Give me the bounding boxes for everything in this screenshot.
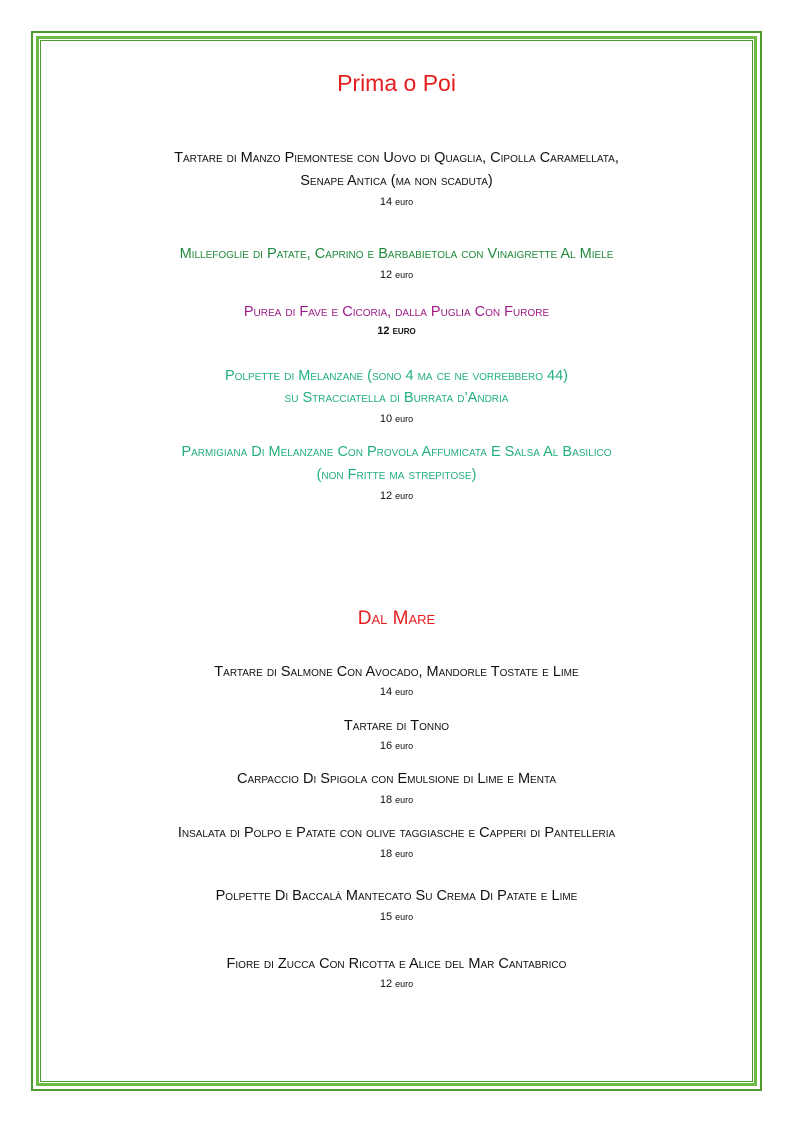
dish-1-price: 14 euro: [379, 196, 414, 208]
dish-4-line2: su Stracciatella di Burrata d’Andria: [284, 390, 509, 406]
dish-3-price: 12 EURO: [377, 325, 416, 337]
sea-dish-4-price: 18 euro: [379, 848, 414, 860]
sea-dish-1-price: 14 euro: [379, 686, 414, 698]
dish-2-name: Millefoglie di Patate, Caprino e Barbabietola con Vinaigrette Al Miele: [179, 246, 614, 262]
dish-4-price: 10 euro: [379, 413, 414, 425]
section-heading-dal-mare: Dal Mare: [357, 608, 436, 629]
dish-2-price: 12 euro: [379, 269, 414, 281]
sea-dish-5-price: 15 euro: [379, 911, 414, 923]
sea-dish-6-name: Fiore di Zucca Con Ricotta e Alice del Mar Cantabrico: [226, 956, 567, 972]
sea-dish-3-name: Carpaccio Di Spigola con Emulsione di Lime e Menta: [237, 771, 556, 787]
sea-dish-3-price: 18 euro: [379, 794, 414, 806]
dish-4-line1: Polpette di Melanzane (sono 4 ma ce ne vorrebbero 44): [224, 368, 569, 384]
dish-1-line2: Senape Antica (ma non scaduta): [300, 173, 493, 189]
sea-dish-4-name: Insalata di Polpo e Patate con olive taggiasche e Capperi di Pantelleria: [177, 825, 616, 841]
dish-1-line1: Tartare di Manzo Piemontese con Uovo di Quaglia, Cipolla Caramellata,: [174, 150, 619, 166]
sea-dish-5-name: Polpette Di Baccalà Mantecato Su Crema Di Patate e Lime: [215, 888, 578, 904]
dish-3-name: Purea di Fave e Cicoria, dalla Puglia Con Furore: [243, 304, 550, 320]
menu-title: Prima o Poi: [337, 70, 456, 96]
dish-5-line1: Parmigiana Di Melanzane Con Provola Affumicata E Salsa Al Basilico: [181, 444, 612, 460]
sea-dish-2-price: 16 euro: [379, 740, 414, 752]
sea-dish-6-price: 12 euro: [379, 978, 414, 990]
dish-5-price: 12 euro: [379, 490, 414, 502]
sea-dish-1-name: Tartare di Salmone Con Avocado, Mandorle Tostate e Lime: [214, 664, 579, 680]
sea-dish-2-name: Tartare di Tonno: [343, 718, 450, 734]
dish-5-line2: (non Fritte ma strepitose): [316, 467, 477, 483]
